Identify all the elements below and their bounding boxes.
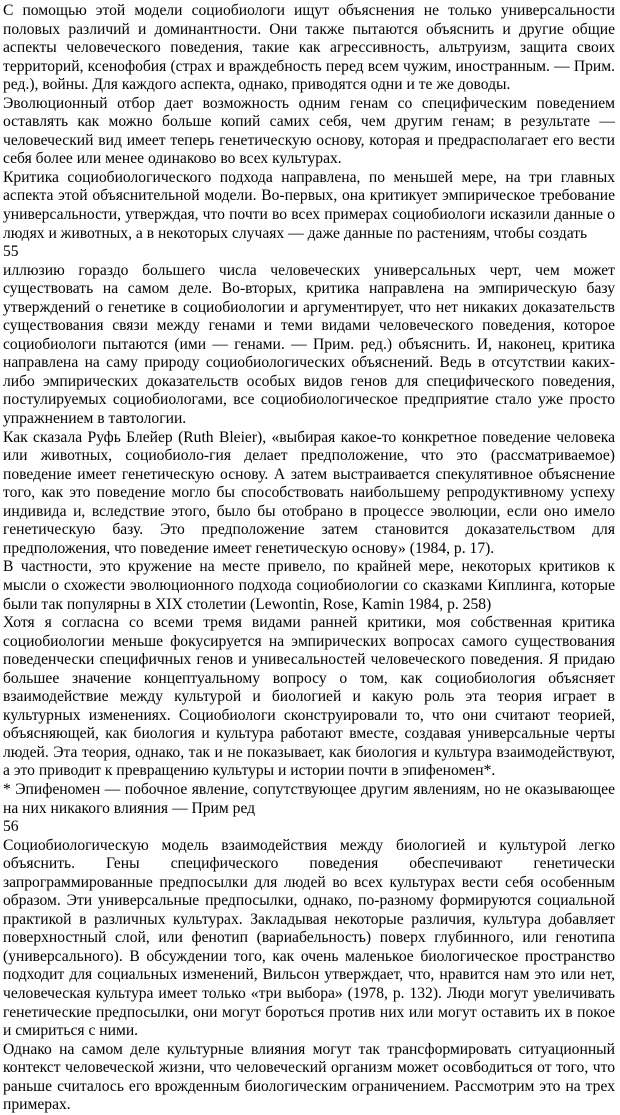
paragraph-criticism-intro: Критика социобиологического подхода направлена, по меньшей мере, на три главных аспекта этой объяснительной модели. Во-первых, она критикует эмпирическое требование универсальности, утверждая, что почти во всех примерах социобиологи исказили данные о людях и животных, а в некоторых случаях — даже данные по растениям, чтобы создать	[3, 168, 615, 242]
paragraph-sociobiology-universals: С помощью этой модели социобиологи ищут объяснения не только универсальности половых различий и доминантности. Они также пытаются объяснить и другие общие аспекты человеческого поведения, такие как агрессивность, альтруизм, защита своих территорий, ксенофобия (страх и враждебность перед всем чужим, иностранным. — Прим. ред.), войны. Для каждого аспекта, однако, приводятся одни и те же доводы.	[3, 2, 615, 94]
page-number: 55	[3, 243, 19, 261]
paragraph-criticism-details: иллюзию гораздо большего числа человеческих универсальных черт, чем может существовать на самом деле. Во-вторых, критика направлена на эмпирическую базу утверждений о генетике в социобиологии и аргументирует, что нет никаких доказательств существования связи между генами и теми видами человеческого поведения, которое социобиологи пытаются (ими — генами. — Прим. ред.) объяснить. И, наконец, критика направлена на саму природу социобиологических объяснений. Ведь в отсутствии каких-либо эмпирических доказательств особых видов генов для специфического поведения, постулируемых социобиологами, все социобиологическое предприятие стало уже просто упражнением в тавтологии.	[3, 261, 615, 428]
paragraph-cultural-influences: Однако на самом деле культурные влияния могут так трансформировать ситуационный контекст человеческой жизни, что человеческий организм может осовбодиться от того, что раньше считалось его врожденным биологическим ограничением. Рассмотрим это на трех примерах.	[3, 1040, 615, 1114]
paragraph-author-critique: Хотя я согласна со всеми тремя видами ранней критики, моя собственная критика социобиологии меньше фокусируется на эмпирических вопросах самого существования поведенчески специфичных генов и унивесальностей человеческого поведения. Я придаю большее значение концептуальному вопросу о том, как социобиология объясняет взаимодействие между культурой и биологией и какую роль эта теория играет в культурных изменениях. Социобиологи сконструировали то, что они считают теорией, объясняющей, как биология и культура работают вместе, создавая универсальные черты людей. Эта теория, однако, так и не показывает, как биология и культура взаимодействуют, а это приводит к превращению культуры и истории почти в эпифеномен*.	[3, 614, 615, 780]
footnote-epiphenomenon: * Эпифеномен — побочное явление, сопутствующее другим явлениям, но не оказывающее на них никакого влияния — Прим ред	[3, 780, 615, 817]
paragraph-interaction-model: Социобиологическую модель взаимодействия между биологией и культурой легко объяснить. Гены специфического поведения обеспечивают генетически запрограммированные предпосылки для людей во всех культурах вести себя особенным образом. Эти универсальные предпосылки, однако, по-разному формируются социальной практикой в различных культурах. Закладывая некоторые различия, культура добавляет поверхностный слой, или фенотип (вариабельность) поверх глубинного, или генотипа (универсального). В обсуждении того, как очень маленькое биологическое пространство подходит для социальных изменений, Вильсон утверждает, что, нравится нам это или нет, человеческая культура имеет только «три выбора» (1978, p. 132). Люди могут увеличивать генетические предпосылки, они могут бороться против них или могут оставить их в покое и смириться с ними.	[3, 836, 615, 1040]
paragraph-evolutionary-selection: Эволюционный отбор дает возможность одним генам со специфическим поведением оставлять как можно больше копий самих себя, чем другим генам; в результате — человеческий вид имеет теперь генетическую основу, которая и предрасполагает его вести себя более или менее одинаково во всех культурах.	[3, 94, 615, 168]
paragraph-bleier-quote: Как сказала Руфь Блейер (Ruth Bleier), «выбирая какое-то конкретное поведение человека или животных, социобиоло-гия делает предположение, что это (рассматриваемое) поведение имеет генетическую основу. А затем выстраивается спекулятивное объяснение того, как это поведение могло бы способствовать наибольшему репродуктивному успеху индивида и, вследствие этого, было бы отобрано в процессе эволюции, если оно имело генетическую базу. Это предположение затем становится доказательством для предположения, что поведение имеет генетическую основу» (1984, p. 17).	[3, 428, 615, 557]
page-number: 56	[3, 818, 19, 836]
paragraph-kipling-tales: В частности, это кружение на месте привело, по крайней мере, некоторых критиков к мысли о схожести эволюционного подхода социобиологии со сказками Киплинга, которые были так популярны в XIX столетии (Lewontin, Rose, Kamin 1984, p. 258)	[3, 558, 615, 613]
